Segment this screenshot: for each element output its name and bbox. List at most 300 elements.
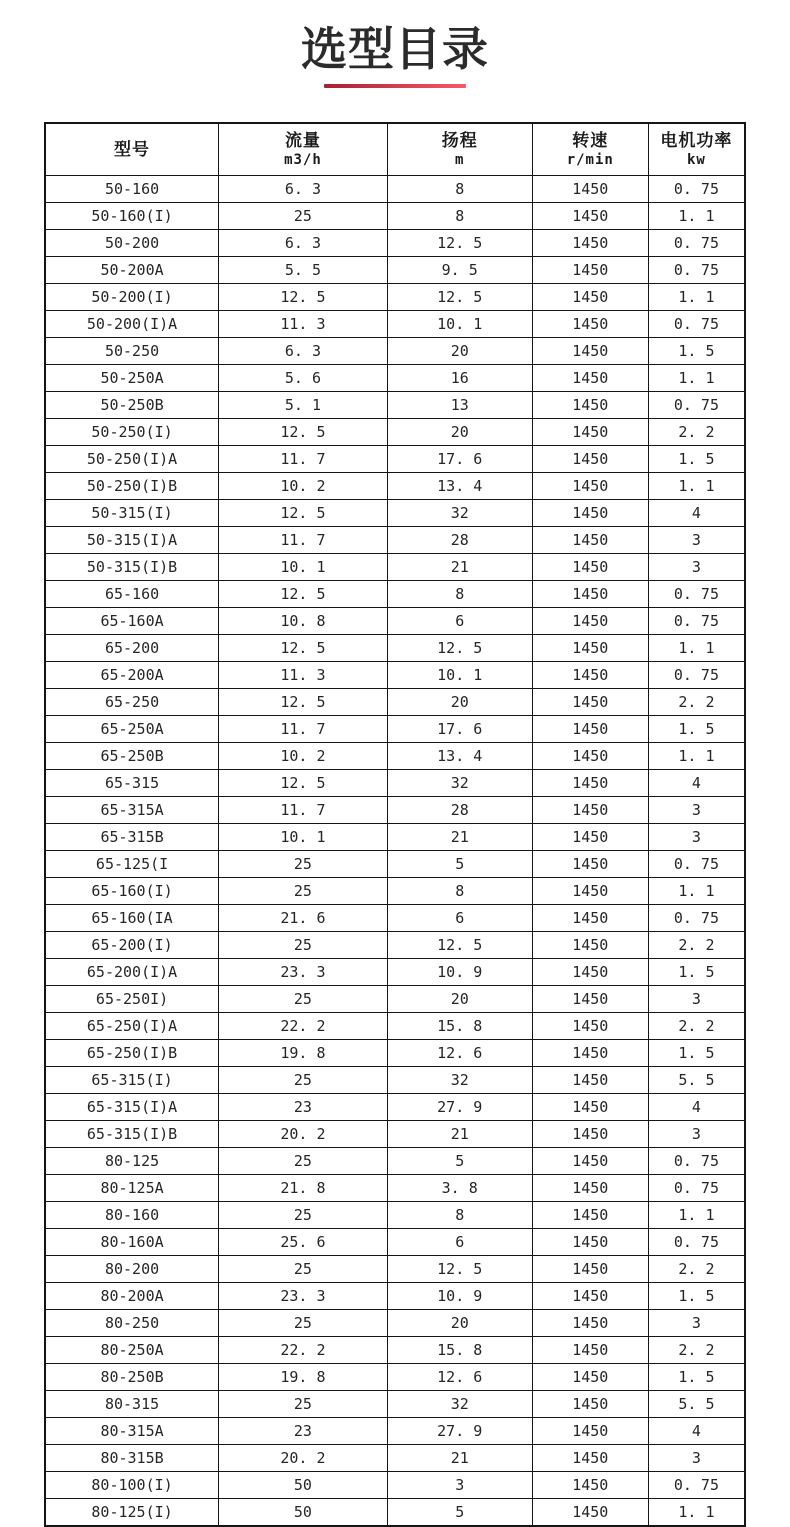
table-row [45,365,745,392]
table-row [45,878,745,905]
speed-cell: 1450 [532,1391,648,1418]
flow-cell: 25 [219,878,388,905]
head-cell: 12. 6 [387,1040,532,1067]
flow-cell: 10. 2 [219,473,388,500]
flow-cell: 10. 1 [219,554,388,581]
flow-cell: 12. 5 [219,635,388,662]
speed-cell: 1450 [532,581,648,608]
speed-cell: 1450 [532,1094,648,1121]
flow-cell: 20. 2 [219,1445,388,1472]
model-cell: 65-200(I)A [45,959,219,986]
power-cell: 3 [648,986,745,1013]
table-row [45,905,745,932]
model-cell: 65-160 [45,581,219,608]
speed-cell: 1450 [532,1121,648,1148]
model-cell: 65-315(I)B [45,1121,219,1148]
table-row [45,1148,745,1175]
model-cell: 80-315 [45,1391,219,1418]
model-cell: 80-160A [45,1229,219,1256]
power-cell: 0. 75 [648,1472,745,1499]
power-cell: 0. 75 [648,176,745,203]
power-cell: 0. 75 [648,1175,745,1202]
speed-cell: 1450 [532,905,648,932]
speed-cell: 1450 [532,1445,648,1472]
speed-cell: 1450 [532,959,648,986]
head-cell: 10. 1 [387,662,532,689]
speed-cell: 1450 [532,284,648,311]
head-cell: 21 [387,554,532,581]
flow-cell: 19. 8 [219,1364,388,1391]
table-row [45,824,745,851]
table-row [45,257,745,284]
model-cell: 65-200A [45,662,219,689]
head-cell: 13 [387,392,532,419]
flow-cell: 11. 7 [219,797,388,824]
power-cell: 3 [648,1310,745,1337]
head-cell: 17. 6 [387,716,532,743]
speed-cell: 1450 [532,1040,648,1067]
table-row [45,1364,745,1391]
power-cell: 3 [648,824,745,851]
speed-cell: 1450 [532,608,648,635]
power-cell: 3 [648,527,745,554]
table-row [45,176,745,203]
table-body [45,176,745,1527]
flow-cell: 23 [219,1094,388,1121]
speed-cell: 1450 [532,662,648,689]
power-cell: 3 [648,554,745,581]
head-cell: 8 [387,581,532,608]
model-cell: 65-250(I)A [45,1013,219,1040]
flow-cell: 5. 5 [219,257,388,284]
column-header-speed-unit: r/min [566,152,614,168]
model-cell: 50-250(I)A [45,446,219,473]
power-cell: 2. 2 [648,1013,745,1040]
table-row [45,392,745,419]
speed-cell: 1450 [532,176,648,203]
model-cell: 50-250 [45,338,219,365]
speed-cell: 1450 [532,878,648,905]
power-cell: 5. 5 [648,1067,745,1094]
flow-cell: 10. 1 [219,824,388,851]
speed-cell: 1450 [532,1499,648,1527]
flow-cell: 11. 7 [219,716,388,743]
power-cell: 3 [648,1445,745,1472]
head-cell: 12. 5 [387,284,532,311]
power-cell: 0. 75 [648,311,745,338]
speed-cell: 1450 [532,1364,648,1391]
model-cell: 65-250(I)B [45,1040,219,1067]
flow-cell: 12. 5 [219,284,388,311]
head-cell: 21 [387,824,532,851]
head-cell: 6 [387,608,532,635]
power-cell: 0. 75 [648,662,745,689]
model-cell: 80-160 [45,1202,219,1229]
flow-cell: 22. 2 [219,1013,388,1040]
model-cell: 65-160(IA [45,905,219,932]
table-header-row [45,123,745,176]
table-row [45,1337,745,1364]
head-cell: 5 [387,1499,532,1527]
flow-cell: 25 [219,203,388,230]
power-cell: 1. 1 [648,1202,745,1229]
head-cell: 10. 9 [387,1283,532,1310]
speed-cell: 1450 [532,392,648,419]
power-cell: 2. 2 [648,1256,745,1283]
flow-cell: 6. 3 [219,230,388,257]
flow-cell: 25 [219,851,388,878]
flow-cell: 23. 3 [219,1283,388,1310]
table-row [45,1067,745,1094]
head-cell: 20 [387,689,532,716]
table-row [45,1499,745,1527]
power-cell: 0. 75 [648,581,745,608]
power-cell: 0. 75 [648,1148,745,1175]
power-cell: 2. 2 [648,689,745,716]
power-cell: 1. 5 [648,959,745,986]
speed-cell: 1450 [532,986,648,1013]
power-cell: 0. 75 [648,230,745,257]
column-header-flow-unit: m3/h [284,152,322,168]
table-row [45,311,745,338]
speed-cell: 1450 [532,230,648,257]
flow-cell: 19. 8 [219,1040,388,1067]
speed-cell: 1450 [532,851,648,878]
model-cell: 65-125(I [45,851,219,878]
head-cell: 8 [387,1202,532,1229]
table-row [45,1229,745,1256]
flow-cell: 12. 5 [219,689,388,716]
model-cell: 80-125A [45,1175,219,1202]
power-cell: 1. 1 [648,203,745,230]
flow-cell: 23. 3 [219,959,388,986]
model-cell: 65-160(I) [45,878,219,905]
head-cell: 20 [387,419,532,446]
column-header-speed [532,123,648,176]
speed-cell: 1450 [532,1202,648,1229]
model-cell: 50-315(I) [45,500,219,527]
speed-cell: 1450 [532,743,648,770]
table-row [45,1418,745,1445]
speed-cell: 1450 [532,1175,648,1202]
power-cell: 1. 1 [648,635,745,662]
model-cell: 80-200 [45,1256,219,1283]
model-cell: 65-250A [45,716,219,743]
flow-cell: 50 [219,1472,388,1499]
table-row [45,689,745,716]
head-cell: 13. 4 [387,473,532,500]
model-cell: 65-315 [45,770,219,797]
flow-cell: 21. 6 [219,905,388,932]
flow-cell: 11. 7 [219,446,388,473]
column-header-head-unit: m [455,152,465,168]
model-cell: 80-250 [45,1310,219,1337]
table-row [45,1013,745,1040]
power-cell: 3 [648,1121,745,1148]
table-row [45,1094,745,1121]
model-cell: 65-250B [45,743,219,770]
table-row [45,203,745,230]
table-row [45,581,745,608]
power-cell: 3 [648,797,745,824]
speed-cell: 1450 [532,338,648,365]
model-cell: 50-315(I)B [45,554,219,581]
table-row [45,338,745,365]
speed-cell: 1450 [532,473,648,500]
model-cell: 50-200(I) [45,284,219,311]
power-cell: 0. 75 [648,1229,745,1256]
model-cell: 50-250B [45,392,219,419]
model-cell: 65-315B [45,824,219,851]
model-cell: 65-315(I) [45,1067,219,1094]
table-row [45,1391,745,1418]
column-header-flow [219,123,388,176]
table-row [45,1202,745,1229]
power-cell: 0. 75 [648,851,745,878]
head-cell: 10. 9 [387,959,532,986]
head-cell: 10. 1 [387,311,532,338]
speed-cell: 1450 [532,1283,648,1310]
flow-cell: 11. 7 [219,527,388,554]
power-cell: 4 [648,500,745,527]
head-cell: 15. 8 [387,1013,532,1040]
head-cell: 12. 6 [387,1364,532,1391]
power-cell: 4 [648,1094,745,1121]
head-cell: 32 [387,1391,532,1418]
speed-cell: 1450 [532,1310,648,1337]
table-row [45,608,745,635]
table-row [45,797,745,824]
head-cell: 21 [387,1445,532,1472]
table-row [45,716,745,743]
power-cell: 1. 5 [648,446,745,473]
table-row [45,419,745,446]
model-cell: 80-250B [45,1364,219,1391]
speed-cell: 1450 [532,446,648,473]
flow-cell: 6. 3 [219,338,388,365]
column-header-head [387,123,532,176]
speed-cell: 1450 [532,1337,648,1364]
selection-catalog-table [44,122,746,1527]
model-cell: 80-100(I) [45,1472,219,1499]
model-cell: 80-315A [45,1418,219,1445]
table-row [45,230,745,257]
flow-cell: 10. 2 [219,743,388,770]
speed-cell: 1450 [532,1148,648,1175]
head-cell: 20 [387,338,532,365]
speed-cell: 1450 [532,1472,648,1499]
model-cell: 80-315B [45,1445,219,1472]
model-cell: 65-315(I)A [45,1094,219,1121]
head-cell: 32 [387,1067,532,1094]
speed-cell: 1450 [532,716,648,743]
model-cell: 50-200A [45,257,219,284]
model-cell: 65-160A [45,608,219,635]
page-title: 选型目录 [301,23,489,75]
table-row [45,743,745,770]
model-cell: 80-125(I) [45,1499,219,1527]
speed-cell: 1450 [532,203,648,230]
model-cell: 80-125 [45,1148,219,1175]
speed-cell: 1450 [532,1229,648,1256]
head-cell: 12. 5 [387,1256,532,1283]
speed-cell: 1450 [532,797,648,824]
power-cell: 0. 75 [648,392,745,419]
head-cell: 5 [387,851,532,878]
power-cell: 1. 5 [648,1283,745,1310]
flow-cell: 23 [219,1418,388,1445]
power-cell: 1. 1 [648,365,745,392]
table-row [45,662,745,689]
model-cell: 65-200(I) [45,932,219,959]
power-cell: 2. 2 [648,1337,745,1364]
power-cell: 0. 75 [648,905,745,932]
model-cell: 80-250A [45,1337,219,1364]
power-cell: 2. 2 [648,932,745,959]
model-cell: 65-250I) [45,986,219,1013]
power-cell: 1. 5 [648,716,745,743]
flow-cell: 25 [219,1391,388,1418]
table-row [45,959,745,986]
speed-cell: 1450 [532,311,648,338]
column-header-model [45,123,219,176]
head-cell: 5 [387,1148,532,1175]
table-header [45,123,745,176]
head-cell: 20 [387,986,532,1013]
model-cell: 65-315A [45,797,219,824]
flow-cell: 10. 8 [219,608,388,635]
power-cell: 1. 1 [648,284,745,311]
flow-cell: 20. 2 [219,1121,388,1148]
flow-cell: 25 [219,1202,388,1229]
head-cell: 32 [387,770,532,797]
head-cell: 21 [387,1121,532,1148]
speed-cell: 1450 [532,1256,648,1283]
table-row [45,932,745,959]
model-cell: 50-200 [45,230,219,257]
flow-cell: 25 [219,1148,388,1175]
model-cell: 65-250 [45,689,219,716]
power-cell: 1. 5 [648,1040,745,1067]
table-row [45,500,745,527]
flow-cell: 25 [219,1067,388,1094]
speed-cell: 1450 [532,770,648,797]
flow-cell: 6. 3 [219,176,388,203]
flow-cell: 5. 1 [219,392,388,419]
head-cell: 17. 6 [387,446,532,473]
table-row [45,635,745,662]
head-cell: 3. 8 [387,1175,532,1202]
flow-cell: 11. 3 [219,311,388,338]
speed-cell: 1450 [532,824,648,851]
table-row [45,1310,745,1337]
head-cell: 8 [387,176,532,203]
flow-cell: 12. 5 [219,770,388,797]
table-row [45,1121,745,1148]
column-header-speed-label: 转速 [572,131,609,150]
model-cell: 50-315(I)A [45,527,219,554]
speed-cell: 1450 [532,500,648,527]
speed-cell: 1450 [532,257,648,284]
power-cell: 4 [648,770,745,797]
model-cell: 50-250(I)B [45,473,219,500]
flow-cell: 25 [219,1310,388,1337]
power-cell: 0. 75 [648,608,745,635]
table-row [45,527,745,554]
head-cell: 28 [387,797,532,824]
flow-cell: 25. 6 [219,1229,388,1256]
table-row [45,770,745,797]
power-cell: 5. 5 [648,1391,745,1418]
title-underline-accent [324,84,466,88]
head-cell: 32 [387,500,532,527]
power-cell: 1. 1 [648,1499,745,1527]
flow-cell: 22. 2 [219,1337,388,1364]
speed-cell: 1450 [532,1067,648,1094]
model-cell: 50-160(I) [45,203,219,230]
table-row [45,1283,745,1310]
table-row [45,1040,745,1067]
power-cell: 1. 5 [648,338,745,365]
table-row [45,473,745,500]
table-row [45,1256,745,1283]
column-header-power [648,123,745,176]
head-cell: 12. 5 [387,230,532,257]
speed-cell: 1450 [532,689,648,716]
table-row [45,554,745,581]
speed-cell: 1450 [532,932,648,959]
flow-cell: 25 [219,986,388,1013]
head-cell: 13. 4 [387,743,532,770]
flow-cell: 25 [219,932,388,959]
head-cell: 12. 5 [387,932,532,959]
head-cell: 8 [387,203,532,230]
table-row [45,986,745,1013]
speed-cell: 1450 [532,365,648,392]
power-cell: 1. 1 [648,878,745,905]
head-cell: 8 [387,878,532,905]
flow-cell: 50 [219,1499,388,1527]
column-header-head-label: 扬程 [441,131,478,150]
flow-cell: 21. 8 [219,1175,388,1202]
speed-cell: 1450 [532,419,648,446]
flow-cell: 5. 6 [219,365,388,392]
flow-cell: 25 [219,1256,388,1283]
column-header-flow-label: 流量 [284,131,321,150]
model-cell: 80-200A [45,1283,219,1310]
power-cell: 2. 2 [648,419,745,446]
head-cell: 6 [387,905,532,932]
table-row [45,284,745,311]
column-header-power-unit: kw [687,152,706,168]
column-header-power-label: 电机功率 [660,131,733,150]
power-cell: 4 [648,1418,745,1445]
power-cell: 1. 1 [648,473,745,500]
head-cell: 16 [387,365,532,392]
table-row [45,851,745,878]
speed-cell: 1450 [532,1418,648,1445]
head-cell: 6 [387,1229,532,1256]
model-cell: 50-250(I) [45,419,219,446]
flow-cell: 12. 5 [219,419,388,446]
model-cell: 50-250A [45,365,219,392]
head-cell: 9. 5 [387,257,532,284]
head-cell: 3 [387,1472,532,1499]
speed-cell: 1450 [532,1013,648,1040]
column-header-model-label: 型号 [114,139,151,159]
table-row [45,1445,745,1472]
head-cell: 28 [387,527,532,554]
